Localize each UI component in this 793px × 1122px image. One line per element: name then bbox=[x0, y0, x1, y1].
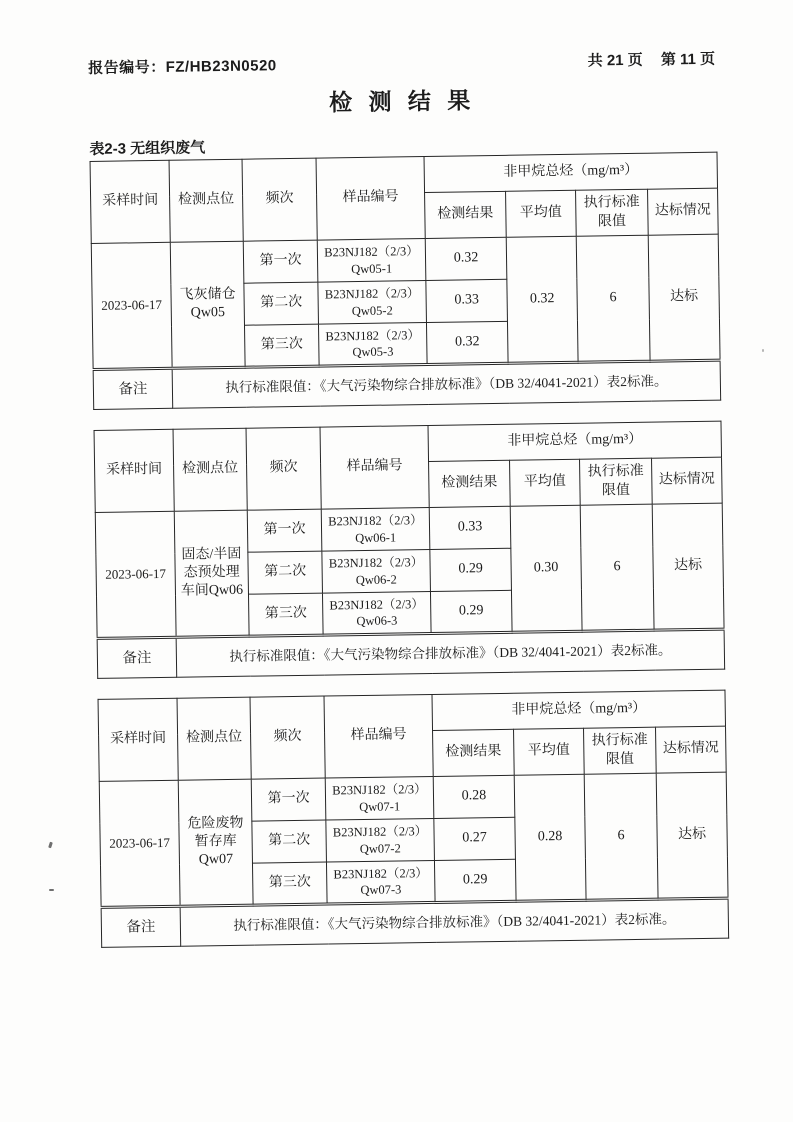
sample-code-line1: B23NJ182（2/3） bbox=[329, 596, 424, 613]
cell-sample-code bbox=[326, 860, 435, 904]
sample-code-line1: B23NJ182（2/3） bbox=[324, 244, 419, 260]
col-header-sample-time: 采样时间 bbox=[98, 698, 178, 781]
cell-average: 0.32 bbox=[506, 236, 578, 363]
sample-code-line2: Qw07-3 bbox=[360, 882, 402, 898]
col-header-sample-time: 采样时间 bbox=[90, 160, 170, 243]
cell-frequency: 第三次 bbox=[252, 862, 327, 905]
page-title: 检 测 结 果 bbox=[328, 87, 476, 116]
cell-result: 0.32 bbox=[425, 237, 507, 280]
sample-code-line2: Qw05-1 bbox=[351, 261, 393, 276]
cell-sample-code bbox=[322, 591, 431, 635]
col-header-result: 检测结果 bbox=[429, 460, 511, 507]
remark-label: 备注 bbox=[101, 906, 181, 947]
cell-result: 0.33 bbox=[426, 279, 508, 322]
remark-text: 执行标准限值：《大气污染物综合排放标准》（DB 32/4041-2021）表2标准。 bbox=[172, 360, 721, 408]
sample-code-line2: Qw07-2 bbox=[359, 840, 401, 856]
col-header-status: 达标情况 bbox=[652, 457, 723, 504]
cell-result: 0.28 bbox=[433, 775, 515, 818]
cell-frequency: 第二次 bbox=[252, 820, 327, 863]
col-header-result: 检测结果 bbox=[425, 191, 507, 238]
cell-frequency: 第二次 bbox=[248, 551, 323, 594]
sample-code-line2: Qw07-1 bbox=[359, 798, 401, 814]
sample-code-line2: Qw06-3 bbox=[356, 613, 398, 629]
cell-date: 2023-06-17 bbox=[99, 780, 180, 907]
col-header-sample-no: 样品编号 bbox=[320, 425, 429, 509]
cell-status: 达标 bbox=[652, 503, 724, 630]
cell-point: 危险废物暂存库Qw07 bbox=[178, 779, 253, 906]
col-header-average: 平均值 bbox=[510, 459, 581, 506]
results-table-qw07 bbox=[98, 690, 730, 948]
scan-speck bbox=[48, 842, 53, 849]
sample-code-line2: Qw05-2 bbox=[351, 303, 393, 318]
cell-status: 达标 bbox=[648, 234, 720, 361]
cell-frequency: 第三次 bbox=[248, 593, 323, 636]
scan-speck bbox=[49, 889, 54, 891]
scan-speck bbox=[762, 349, 764, 352]
cell-date: 2023-06-17 bbox=[95, 511, 176, 638]
cell-result: 0.27 bbox=[434, 817, 516, 860]
col-header-limit: 执行标准限值 bbox=[584, 727, 657, 774]
cell-result: 0.29 bbox=[430, 590, 512, 633]
table-caption: 表2-3 无组织废气 bbox=[89, 139, 206, 158]
sample-code-line2: Qw06-1 bbox=[355, 529, 397, 545]
results-table-qw05 bbox=[90, 152, 722, 410]
sample-code-line1: B23NJ182（2/3） bbox=[332, 824, 428, 840]
col-header-frequency: 频次 bbox=[246, 427, 321, 510]
results-table-qw06 bbox=[94, 421, 726, 679]
cell-date: 2023-06-17 bbox=[91, 242, 172, 369]
cell-sample-code bbox=[325, 776, 434, 820]
col-header-average: 平均值 bbox=[514, 728, 585, 775]
group-header-nmhc: 非甲烷总烃（mg/m³） bbox=[428, 421, 722, 461]
cell-limit: 6 bbox=[580, 504, 654, 631]
cell-point: 飞灰储仓Qw05 bbox=[170, 241, 245, 368]
sample-code-line2: Qw06-2 bbox=[355, 571, 397, 587]
col-header-limit: 执行标准限值 bbox=[576, 189, 649, 236]
cell-limit: 6 bbox=[584, 773, 658, 900]
sample-code-line1: B23NJ182（2/3） bbox=[328, 555, 424, 571]
group-header-nmhc: 非甲烷总烃（mg/m³） bbox=[424, 152, 718, 192]
page-content bbox=[88, 48, 728, 968]
cell-result: 0.29 bbox=[434, 859, 516, 902]
cell-result: 0.33 bbox=[429, 506, 511, 549]
col-header-average: 平均值 bbox=[506, 190, 577, 237]
col-header-frequency: 频次 bbox=[242, 158, 317, 241]
sample-code-line2: Qw05-3 bbox=[352, 344, 394, 360]
col-header-sample-no: 样品编号 bbox=[324, 694, 433, 778]
cell-result: 0.29 bbox=[430, 548, 512, 591]
col-header-limit: 执行标准限值 bbox=[580, 458, 653, 505]
remark-text: 执行标准限值：《大气污染物综合排放标准》（DB 32/4041-2021）表2标准。 bbox=[180, 898, 729, 946]
col-header-point: 检测点位 bbox=[173, 428, 247, 511]
cell-sample-code bbox=[317, 239, 426, 283]
group-header-nmhc: 非甲烷总烃（mg/m³） bbox=[432, 690, 726, 730]
cell-result: 0.32 bbox=[426, 321, 508, 364]
col-header-sample-no: 样品编号 bbox=[316, 157, 425, 241]
cell-average: 0.28 bbox=[514, 774, 586, 901]
remark-label: 备注 bbox=[93, 368, 173, 409]
col-header-sample-time: 采样时间 bbox=[94, 429, 174, 512]
cell-sample-code bbox=[321, 507, 430, 551]
sample-code-line1: B23NJ182（2/3） bbox=[324, 286, 420, 302]
page-header bbox=[88, 48, 715, 78]
sample-code-line1: B23NJ182（2/3） bbox=[328, 513, 423, 529]
cell-sample-code bbox=[322, 549, 431, 593]
cell-status: 达标 bbox=[656, 772, 728, 899]
remark-label: 备注 bbox=[97, 637, 177, 678]
cell-frequency: 第一次 bbox=[243, 240, 318, 283]
cell-frequency: 第一次 bbox=[251, 778, 326, 821]
col-header-point: 检测点位 bbox=[177, 697, 251, 780]
col-header-point: 检测点位 bbox=[169, 159, 243, 242]
cell-frequency: 第二次 bbox=[244, 282, 319, 325]
cell-average: 0.30 bbox=[510, 505, 582, 632]
cell-frequency: 第一次 bbox=[247, 509, 322, 552]
cell-sample-code bbox=[318, 323, 427, 367]
cell-sample-code bbox=[318, 281, 427, 325]
sample-code-line1: B23NJ182（2/3） bbox=[333, 865, 428, 882]
cell-point: 固态/半固态预处理车间Qw06 bbox=[174, 510, 249, 637]
sample-code-line1: B23NJ182（2/3） bbox=[325, 327, 420, 344]
page-current: 第 11 页 bbox=[660, 50, 716, 69]
remark-text: 执行标准限值：《大气污染物综合排放标准》（DB 32/4041-2021）表2标准。 bbox=[176, 629, 725, 677]
pages-total: 共 21 页 bbox=[587, 51, 643, 70]
col-header-frequency: 频次 bbox=[250, 696, 325, 779]
cell-limit: 6 bbox=[576, 235, 650, 362]
page-indicator bbox=[588, 48, 716, 71]
col-header-status: 达标情况 bbox=[656, 726, 727, 773]
cell-frequency: 第三次 bbox=[244, 324, 319, 367]
sample-code-line1: B23NJ182（2/3） bbox=[332, 782, 427, 798]
col-header-status: 达标情况 bbox=[648, 188, 719, 235]
report-number: 报告编号：FZ/HB23N0520 bbox=[88, 57, 277, 77]
col-header-result: 检测结果 bbox=[433, 729, 515, 776]
cell-sample-code bbox=[326, 818, 435, 862]
